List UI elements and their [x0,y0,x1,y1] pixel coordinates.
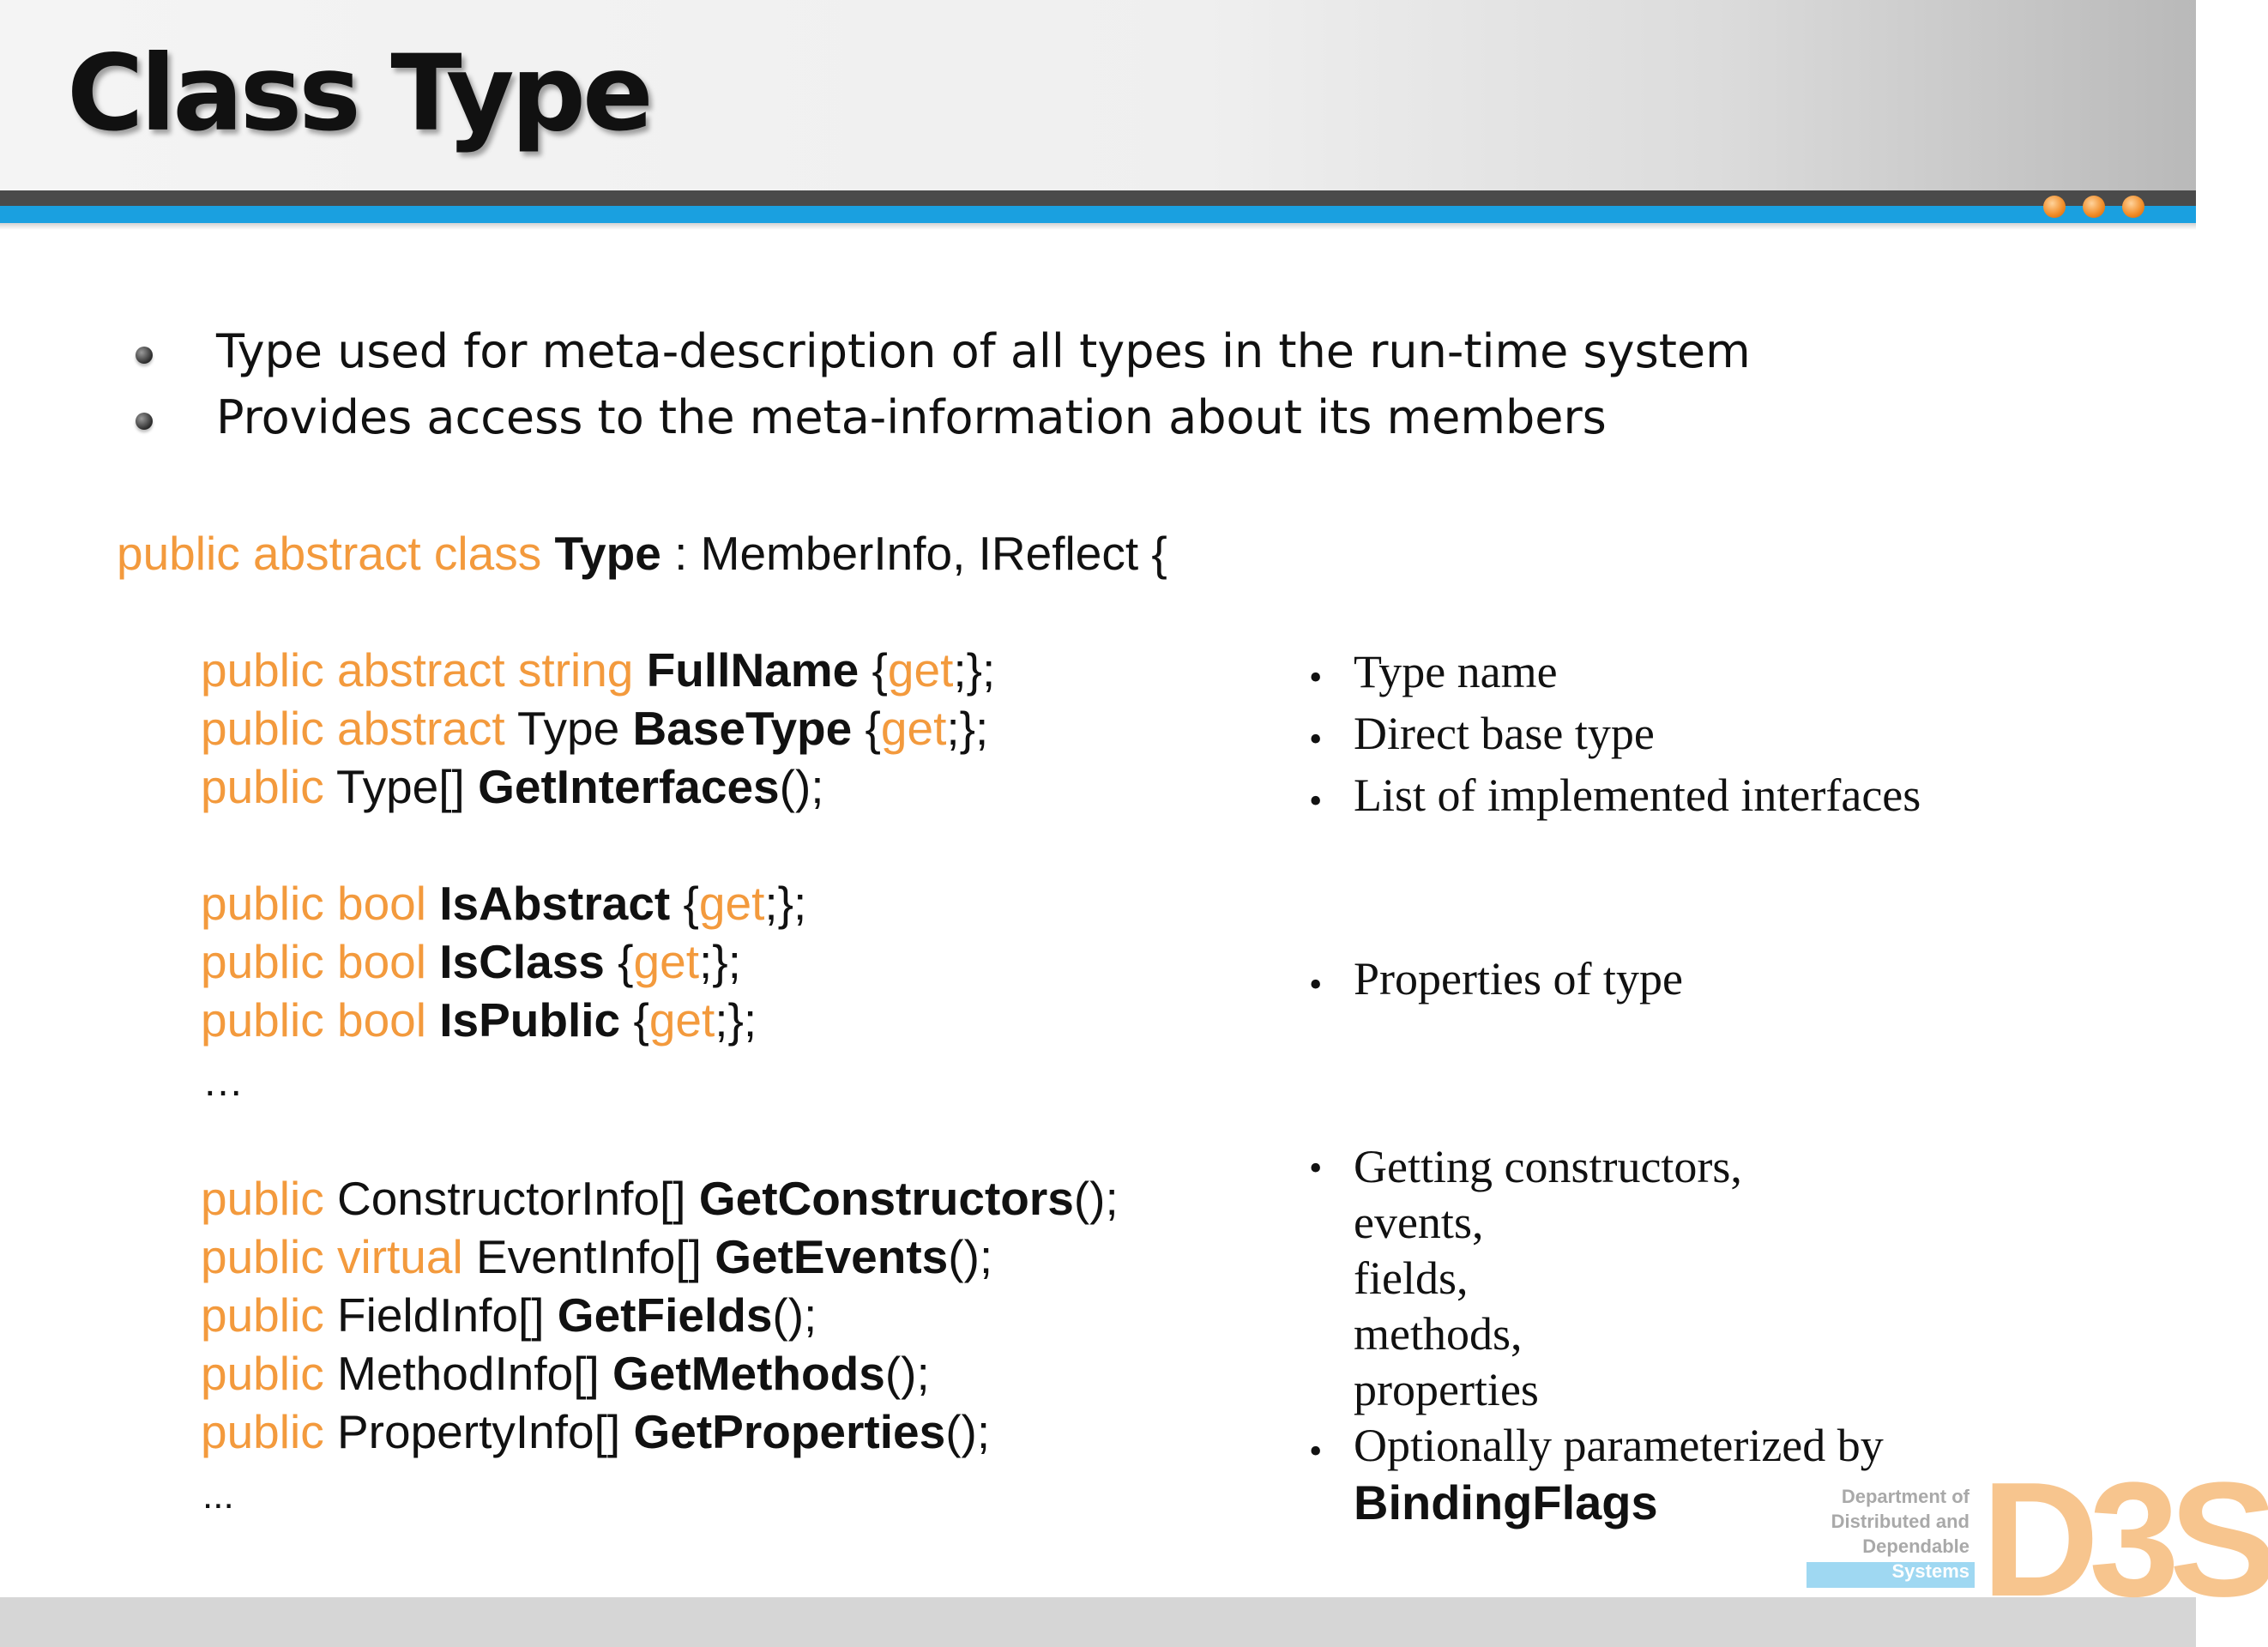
note-type-name: Type name [1354,646,1558,697]
note-line: methods, [1354,1308,1523,1360]
code-line-getproperties [201,1405,991,1458]
logo-line: Distributed and [1831,1511,1969,1532]
logo-line: Systems [1891,1560,1969,1582]
code-keyword: get [633,935,700,988]
note-bullet-icon: • [1309,718,1323,760]
note-bullet-icon: • [1309,656,1323,698]
code-text: ;}; [953,643,996,697]
slide-title: Class Type [67,33,650,154]
code-identifier: IsClass [439,935,605,988]
code-type: MethodInfo[] [337,1347,600,1400]
code-identifier: GetEvents [715,1230,949,1283]
note-line: properties [1354,1364,1539,1415]
note-bullet-icon: • [1309,963,1323,1005]
code-line-ispublic [201,993,757,1047]
header-divider [0,190,2196,206]
code-type: PropertyInfo[] [337,1405,621,1458]
code-keyword: public virtual [201,1230,463,1283]
code-text: { [633,993,649,1047]
code-line-getfields [201,1288,817,1342]
code-ellipsis: ... [202,1475,234,1517]
code-keyword: public bool [201,935,426,988]
note-line: events, [1354,1197,1484,1248]
note-binding-flags: BindingFlags [1354,1475,1658,1529]
logo-line: Department of [1841,1486,1969,1507]
code-line-getevents [201,1230,993,1283]
code-text: { [618,935,634,988]
note-bullet-icon: • [1309,1147,1323,1189]
note-line: Getting constructors, [1354,1141,1742,1192]
decor-dot-icon [2083,196,2105,218]
code-identifier: GetFields [557,1288,773,1342]
d3s-logo-icon: D3S [1981,1449,2268,1631]
code-text: { [865,702,881,755]
code-text: (); [948,1230,993,1283]
code-text: { [872,643,888,697]
code-text: (); [945,1405,991,1458]
code-type: Type[] [336,760,465,813]
code-type: Type [516,702,620,755]
code-keyword: get [648,993,715,1047]
code-identifier: Type [554,527,661,580]
code-type: EventInfo[] [475,1230,702,1283]
code-identifier: BaseType [632,702,853,755]
code-line-basetype [201,702,989,755]
decor-dot-icon [2122,196,2144,218]
code-text: (); [779,760,824,813]
code-text: (); [1073,1172,1119,1225]
code-ellipsis: … [202,1059,244,1105]
logo-text [1801,1484,1969,1584]
code-type: ConstructorInfo[] [337,1172,686,1225]
code-class-declaration [117,527,1167,580]
code-text: ;}; [764,877,807,930]
code-line-fullname [201,643,996,697]
code-text: ;}; [699,935,741,988]
code-keyword: get [880,702,947,755]
code-identifier: GetInterfaces [478,760,780,813]
code-text: (); [772,1288,817,1342]
code-text: (); [884,1347,930,1400]
code-identifier: IsPublic [439,993,621,1047]
note-optional: Optionally parameterized by [1354,1420,1884,1471]
code-keyword: public [201,1172,324,1225]
code-line-isclass [201,935,741,988]
code-keyword: public bool [201,993,426,1047]
code-keyword: public abstract [201,702,505,755]
code-text: : MemberInfo, IReflect { [674,527,1167,580]
note-getting-list [1354,1139,1742,1418]
code-text: ;}; [715,993,757,1047]
note-bullet-icon: • [1309,1430,1323,1472]
code-identifier: GetConstructors [698,1172,1074,1225]
note-properties: Properties of type [1354,953,1683,1004]
code-keyword: get [698,877,765,930]
code-keyword: get [887,643,954,697]
code-line-getinterfaces [201,760,824,813]
code-keyword: public [201,1405,324,1458]
code-identifier: GetProperties [633,1405,946,1458]
code-keyword: public bool [201,877,426,930]
bullet-text: Type used for meta-description of all types in the run-time system [216,324,1751,378]
code-keyword: public abstract string [201,643,634,697]
code-identifier: FullName [646,643,860,697]
code-text: { [683,877,699,930]
code-identifier: GetMethods [612,1347,885,1400]
code-keyword: public [201,1347,324,1400]
note-interfaces: List of implemented interfaces [1354,769,1921,821]
note-bullet-icon: • [1309,780,1323,822]
code-type: FieldInfo[] [337,1288,545,1342]
accent-bar [0,206,2196,223]
note-line: fields, [1354,1252,1469,1304]
footer-band [0,1597,2196,1647]
code-line-getconstructors [201,1172,1119,1225]
code-text: ;}; [946,702,989,755]
code-keyword: public [201,1288,324,1342]
bullet-icon [136,347,153,364]
code-identifier: IsAbstract [439,877,671,930]
bullet-icon [136,413,153,430]
logo-line: Dependable [1862,1535,1969,1557]
note-direct-base: Direct base type [1354,708,1655,759]
code-keyword: public abstract class [117,527,542,580]
decor-dot-icon [2043,196,2066,218]
accent-bar-shadow [0,223,2196,230]
code-line-isabstract [201,877,807,930]
code-line-getmethods [201,1347,930,1400]
code-keyword: public [201,760,324,813]
bullet-text: Provides access to the meta-information about its members [216,390,1607,444]
